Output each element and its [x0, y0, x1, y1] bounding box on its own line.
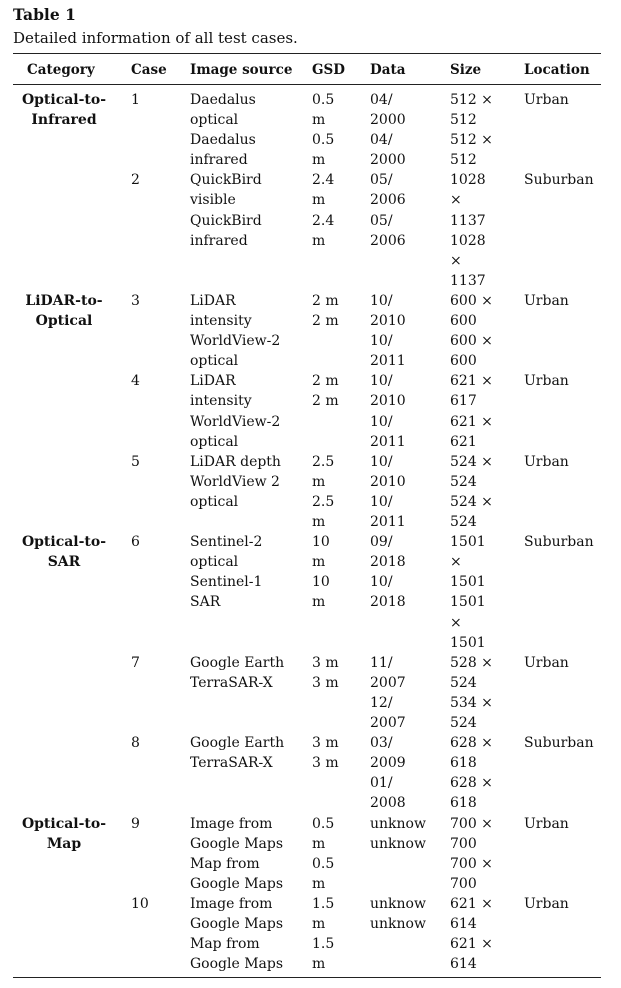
image-source-cell: [190, 653, 284, 693]
data-cell-line: 11/: [370, 654, 393, 671]
data-cell-line: 04/: [370, 132, 393, 149]
size-cell-line: 628 ×: [450, 775, 493, 792]
size-cell-line: 1501: [450, 534, 486, 551]
category-cell-line: Optical-to-: [21, 534, 107, 551]
data-cell-line: 10/: [370, 293, 393, 309]
size-cell-line: 614: [450, 916, 477, 933]
category-cell-line: SAR: [47, 554, 81, 571]
table-top-rule: [13, 53, 601, 54]
gsd-cell-line: m: [312, 192, 326, 209]
image-source-cell-line: Map from: [190, 936, 260, 953]
gsd-cell-line: m: [312, 916, 326, 933]
size-cell-line: 700: [450, 875, 477, 892]
size-cell-line: 528 ×: [450, 654, 493, 671]
case-number: 3: [131, 293, 140, 309]
size-cell-line: 700: [450, 835, 477, 852]
image-source-cell-line: QuickBird: [190, 172, 262, 189]
image-source-cell-line: LiDAR: [190, 293, 236, 309]
location-cell: Urban: [524, 453, 569, 470]
size-cell: [450, 170, 486, 291]
gsd-cell: [312, 90, 334, 170]
data-cell-line: 2000: [370, 152, 406, 169]
data-cell-line: 10/: [370, 373, 393, 390]
size-cell-line: 524: [450, 715, 477, 732]
size-cell-line: 524: [450, 473, 477, 490]
size-cell-line: 700 ×: [450, 855, 493, 872]
data-cell-line: 2007: [370, 674, 406, 691]
gsd-cell-line: 0.5: [312, 855, 335, 872]
table-header-rule: [13, 84, 601, 85]
case-number: 10: [131, 896, 149, 912]
gsd-cell: [312, 653, 339, 693]
case-number: 7: [131, 654, 140, 671]
case-number: 2: [131, 172, 140, 189]
gsd-cell-line: m: [312, 232, 326, 249]
header-data: Data: [370, 62, 406, 78]
case-number: 4: [131, 373, 140, 390]
gsd-cell: [312, 814, 334, 894]
image-source-cell: [190, 814, 283, 894]
gsd-cell-line: 2.5: [312, 453, 335, 470]
gsd-cell-line: 2 m: [312, 373, 339, 390]
image-source-cell-line: SAR: [190, 594, 221, 611]
size-cell-line: 621 ×: [450, 413, 493, 430]
data-cell-line: 03/: [370, 735, 393, 752]
gsd-cell: [312, 371, 339, 411]
size-cell-line: 512 ×: [450, 92, 493, 108]
category-cell-line: Infrared: [31, 112, 97, 129]
case-number: 6: [131, 534, 140, 551]
location-cell: Suburban: [524, 534, 594, 551]
data-cell-line: 05/: [370, 212, 393, 229]
data-cell: [370, 371, 406, 451]
image-source-cell-line: optical: [190, 433, 239, 450]
header-gsd: GSD: [312, 62, 345, 78]
size-cell: [450, 371, 493, 451]
data-cell-line: unknow: [370, 896, 426, 912]
image-source-cell-line: infrared: [190, 152, 248, 169]
data-cell-line: 2010: [370, 313, 406, 330]
header-case: Case: [131, 62, 167, 78]
image-source-cell-line: Image from: [190, 815, 273, 832]
image-source-cell-line: Daedalus: [190, 92, 256, 108]
image-source-cell-line: LiDAR depth: [190, 453, 281, 470]
size-cell-line: 617: [450, 393, 477, 410]
table-caption: Detailed information of all test cases.: [13, 29, 298, 47]
size-cell: [450, 291, 493, 371]
image-source-cell-line: optical: [190, 493, 239, 510]
gsd-cell: [312, 291, 339, 331]
image-source-cell-line: optical: [190, 554, 239, 571]
data-cell-line: 2007: [370, 715, 406, 732]
data-cell-line: 10/: [370, 333, 393, 350]
image-source-cell-line: Google Earth: [190, 735, 285, 752]
location-cell: Urban: [524, 896, 569, 912]
image-source-cell-line: optical: [190, 112, 239, 129]
table-bottom-rule: [13, 977, 601, 978]
data-cell-line: unknow: [370, 916, 426, 933]
case-number: 5: [131, 453, 140, 470]
image-source-cell-line: intensity: [190, 313, 252, 330]
size-cell-line: 600 ×: [450, 333, 493, 350]
size-cell-line: 600: [450, 313, 477, 330]
data-cell-line: unknow: [370, 815, 426, 832]
data-cell-line: 2018: [370, 554, 406, 571]
size-cell: [450, 814, 493, 894]
image-source-cell-line: TerraSAR-X: [190, 755, 273, 772]
case-number: 8: [131, 735, 140, 752]
data-cell: [370, 653, 406, 733]
location-cell: Urban: [524, 654, 569, 671]
image-source-cell-line: Map from: [190, 855, 260, 872]
table-title: Table 1: [13, 5, 76, 24]
gsd-cell-line: 0.5: [312, 132, 335, 149]
data-cell-line: 09/: [370, 534, 393, 551]
header-image-source: Image source: [190, 62, 293, 78]
size-cell-line: 1501: [450, 634, 486, 651]
gsd-cell-line: 3 m: [312, 735, 339, 752]
size-cell-line: 1501: [450, 594, 486, 611]
data-cell-line: 2006: [370, 192, 406, 209]
data-cell-line: 10/: [370, 493, 393, 510]
gsd-cell-line: m: [312, 956, 326, 973]
location-cell: Urban: [524, 815, 569, 832]
gsd-cell-line: m: [312, 152, 326, 169]
gsd-cell-line: 0.5: [312, 92, 335, 108]
data-cell: [370, 452, 406, 532]
data-cell-line: 2010: [370, 473, 406, 490]
data-cell-line: 2010: [370, 393, 406, 410]
data-cell-line: 2009: [370, 755, 406, 772]
gsd-cell-line: 10: [312, 534, 330, 551]
data-cell-line: 04/: [370, 92, 393, 108]
data-cell-line: 01/: [370, 775, 393, 792]
category-cell-line: Optical: [35, 313, 93, 330]
size-cell: [450, 90, 493, 170]
image-source-cell-line: WorldView 2: [190, 473, 280, 490]
image-source-cell-line: WorldView-2: [190, 333, 281, 350]
data-cell: [370, 291, 406, 371]
category-cell: [14, 532, 114, 572]
case-number: 9: [131, 815, 140, 832]
gsd-cell-line: m: [312, 514, 326, 531]
size-cell-line: 628 ×: [450, 735, 493, 752]
gsd-cell-line: 2 m: [312, 313, 339, 330]
gsd-cell-line: 1.5: [312, 896, 335, 912]
gsd-cell-line: 1.5: [312, 936, 335, 953]
image-source-cell-line: LiDAR: [190, 373, 236, 390]
category-cell-line: Map: [46, 835, 82, 852]
size-cell-line: ×: [450, 554, 462, 571]
image-source-cell-line: intensity: [190, 393, 252, 410]
image-source-cell-line: Google Maps: [190, 956, 284, 973]
gsd-cell: [312, 733, 339, 773]
data-cell-line: 2018: [370, 594, 406, 611]
gsd-cell-line: 10: [312, 574, 330, 591]
gsd-cell-line: 2.4: [312, 172, 335, 189]
gsd-cell: [312, 532, 330, 612]
size-cell: [450, 733, 493, 813]
image-source-cell: [190, 894, 283, 974]
gsd-cell-line: 2.5: [312, 493, 335, 510]
category-cell: [14, 291, 114, 331]
image-source-cell-line: Google Maps: [190, 916, 284, 933]
data-cell: [370, 170, 406, 250]
size-cell-line: 700 ×: [450, 815, 493, 832]
data-cell-line: 12/: [370, 694, 393, 711]
location-cell: Urban: [524, 373, 569, 390]
size-cell-line: 1028: [450, 172, 486, 189]
image-source-cell: [190, 733, 284, 773]
image-source-cell-line: WorldView-2: [190, 413, 281, 430]
size-cell-line: 621 ×: [450, 373, 493, 390]
size-cell-line: 512: [450, 152, 477, 169]
gsd-cell: [312, 170, 334, 250]
gsd-cell: [312, 894, 334, 974]
gsd-cell-line: 2.4: [312, 212, 335, 229]
location-cell: Urban: [524, 293, 569, 309]
data-cell-line: 10/: [370, 453, 393, 470]
size-cell-line: 1028: [450, 232, 486, 249]
data-cell: [370, 733, 406, 813]
size-cell-line: 621: [450, 433, 477, 450]
category-cell-line: LiDAR-to-: [25, 293, 103, 309]
category-cell-line: Optical-to-: [21, 92, 107, 108]
case-number: 1: [131, 92, 140, 108]
image-source-cell-line: Sentinel-1: [190, 574, 263, 591]
image-source-cell-line: infrared: [190, 232, 248, 249]
image-source-cell: [190, 170, 262, 250]
size-cell-line: ×: [450, 192, 462, 209]
size-cell-line: 600: [450, 353, 477, 370]
size-cell: [450, 653, 493, 733]
gsd-cell-line: m: [312, 835, 326, 852]
size-cell-line: ×: [450, 252, 462, 269]
size-cell-line: 1137: [450, 212, 486, 229]
size-cell-line: 524 ×: [450, 493, 493, 510]
gsd-cell-line: 3 m: [312, 674, 339, 691]
image-source-cell-line: optical: [190, 353, 239, 370]
data-cell: [370, 814, 426, 854]
data-cell-line: 2008: [370, 795, 406, 812]
category-cell: [14, 814, 114, 854]
data-cell-line: 10/: [370, 574, 393, 591]
header-category: Category: [27, 62, 95, 78]
size-cell: [450, 532, 486, 653]
data-cell-line: 2000: [370, 112, 406, 129]
data-cell-line: 05/: [370, 172, 393, 189]
size-cell-line: 621 ×: [450, 936, 493, 953]
size-cell-line: 618: [450, 755, 477, 772]
data-cell-line: 10/: [370, 413, 393, 430]
data-cell-line: unknow: [370, 835, 426, 852]
gsd-cell-line: m: [312, 594, 326, 611]
size-cell-line: 524 ×: [450, 453, 493, 470]
image-source-cell-line: Daedalus: [190, 132, 256, 149]
category-cell-line: Optical-to-: [21, 815, 107, 832]
gsd-cell-line: 2 m: [312, 293, 339, 309]
image-source-cell-line: visible: [190, 192, 236, 209]
location-cell: Urban: [524, 92, 569, 108]
data-cell: [370, 90, 406, 170]
category-cell: [14, 90, 114, 130]
size-cell-line: 534 ×: [450, 694, 493, 711]
data-cell-line: 2011: [370, 433, 406, 450]
header-size: Size: [450, 62, 482, 78]
gsd-cell-line: m: [312, 554, 326, 571]
image-source-cell: [190, 452, 281, 512]
image-source-cell-line: Google Earth: [190, 654, 285, 671]
size-cell-line: 524: [450, 674, 477, 691]
data-cell-line: 2011: [370, 514, 406, 531]
size-cell-line: 600 ×: [450, 293, 493, 309]
image-source-cell-line: Google Maps: [190, 835, 284, 852]
image-source-cell-line: Google Maps: [190, 875, 284, 892]
location-cell: Suburban: [524, 172, 594, 189]
gsd-cell-line: m: [312, 112, 326, 129]
image-source-cell-line: Sentinel-2: [190, 534, 263, 551]
gsd-cell-line: 3 m: [312, 755, 339, 772]
size-cell-line: 1137: [450, 272, 486, 289]
size-cell-line: 512: [450, 112, 477, 129]
gsd-cell-line: 3 m: [312, 654, 339, 671]
gsd-cell-line: 2 m: [312, 393, 339, 410]
image-source-cell-line: TerraSAR-X: [190, 674, 273, 691]
data-cell-line: 2011: [370, 353, 406, 370]
size-cell-line: 621 ×: [450, 896, 493, 912]
image-source-cell: [190, 371, 280, 451]
data-cell: [370, 894, 426, 934]
image-source-cell: [190, 532, 262, 612]
location-cell: Suburban: [524, 735, 594, 752]
size-cell-line: 512 ×: [450, 132, 493, 149]
size-cell-line: 618: [450, 795, 477, 812]
size-cell: [450, 452, 493, 532]
gsd-cell-line: 0.5: [312, 815, 335, 832]
size-cell-line: 524: [450, 514, 477, 531]
gsd-cell-line: m: [312, 473, 326, 490]
data-cell-line: 2006: [370, 232, 406, 249]
size-cell-line: 1501: [450, 574, 486, 591]
header-location: Location: [524, 62, 590, 78]
size-cell-line: 614: [450, 956, 477, 973]
image-source-cell: [190, 291, 280, 371]
gsd-cell: [312, 452, 334, 532]
size-cell: [450, 894, 493, 974]
image-source-cell-line: Image from: [190, 896, 273, 912]
image-source-cell-line: QuickBird: [190, 212, 262, 229]
data-cell: [370, 532, 406, 612]
gsd-cell-line: m: [312, 875, 326, 892]
size-cell-line: ×: [450, 614, 462, 631]
image-source-cell: [190, 90, 256, 170]
